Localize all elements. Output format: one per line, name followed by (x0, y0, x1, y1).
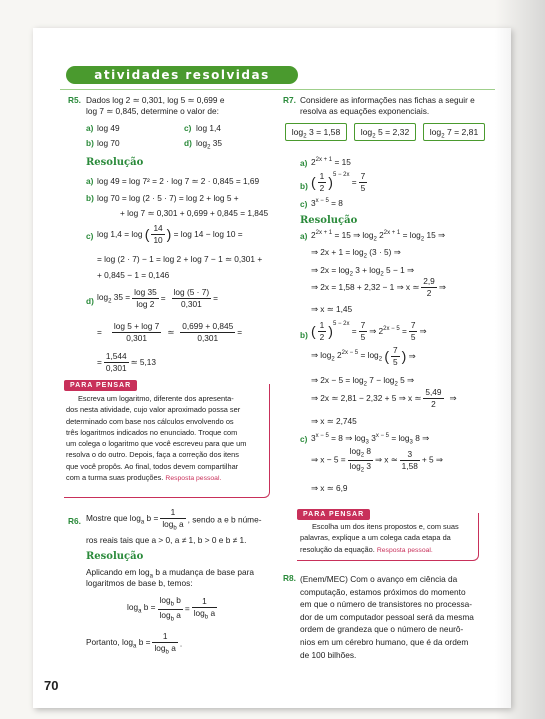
r7-question-b: ( $\frac{1}{2}$ )$^{5 - 2x}$ = $\frac{7}{5}$ (311, 171, 366, 194)
r7-solution-a-line-1: $2^{2x + 1} = 15$ ⇒ $\log_2 2^{2x + 1} = \log_2 15$ ⇒ (311, 229, 445, 243)
r5-solution-b-letter: b) (86, 193, 94, 203)
r5-solution-c-line-1: log 1,4 = log ( $\frac{14}{10}$ ) = log 14 − log 10 = (97, 223, 243, 246)
r7-solution-c-line-2: ⇒ x − 5 = $\frac{\log_2 8}{\log_2 3}$ ⇒ x ≃ $\frac{3}{1,58}$ + 5 ⇒ (311, 446, 443, 474)
r5-statement-line-1: Dados log 2 ≃ 0,301, log 5 ≃ 0,699 e (86, 95, 225, 105)
r5-option-a: log 49 (97, 123, 120, 133)
r7-question-b-letter: b) (300, 181, 308, 191)
r7-solution-c-line-3: ⇒ x ≃ 6,9 (311, 483, 348, 493)
r7-solution-b-letter: b) (300, 330, 308, 340)
r7-solution-a-line-2: ⇒ $2x + 1 = \log_2 (3 \cdot 5)$ ⇒ (311, 247, 401, 260)
r6-change-of-base-equation: $\log_a b$ = $\frac{\log_b b}{\log_b a}$ = $\frac{1}{\log_b a}$ (127, 595, 216, 623)
r5-solution-b-line-1: log 70 = log (2 · 5 · 7) = log 2 + log 5 + (97, 193, 239, 203)
r7-solution-a-letter: a) (300, 231, 308, 241)
r6-resolution-title: Resolução (86, 551, 144, 562)
think-box-2-text: Escolha um dos itens propostos e, com suas palavras, explique a um colega cada etapa da resolução da equação. Resposta pessoal. (300, 522, 459, 554)
r5-solution-b-line-2: + log 7 ≃ 0,301 + 0,699 + 0,845 = 1,845 (120, 208, 269, 218)
r5-solution-c-line-2: = log (2 · 7) − 1 = log 2 + log 7 − 1 ≃ 0,301 + (97, 254, 263, 264)
r5-option-b-letter: b) (86, 138, 94, 148)
exercise-number-r6: R6. (68, 516, 81, 526)
page-number: 70 (44, 678, 59, 693)
r5-option-c-letter: c) (184, 123, 192, 133)
r7-question-a: $2^{2x + 1} = 15$ (311, 156, 351, 167)
r6-statement-line-1: Mostre que $\log_a b$ = $\frac{1}{\log_b a}$ , sendo a e b núme- (86, 507, 262, 532)
r7-question-c: $3^{x - 5} = 8$ (311, 197, 343, 208)
r7-solution-b-line-2: ⇒ $\log_2 2^{2x - 5} = \log_2$ ( $\frac{7}{5}$ ) ⇒ (311, 345, 416, 368)
r7-solution-a-line-3: ⇒ $2x = \log_2 3 + \log_2 5 - 1$ ⇒ (311, 265, 414, 278)
r7-solution-b-line-4: ⇒ 2x ≃ 2,81 − 2,32 + 5 ⇒ x ≃ $\frac{5,49}{2}$ ⇒ (311, 387, 457, 410)
r7-solution-a-line-5: ⇒ x ≃ 1,45 (311, 304, 353, 314)
r5-solution-a: log 49 = log 7² = 2 · log 7 ≃ 2 · 0,845 = 1,69 (97, 176, 260, 186)
r5-solution-a-letter: a) (86, 176, 94, 186)
r7-resolution-title: Resolução (300, 215, 358, 226)
r7-solution-a-line-4: ⇒ 2x = 1,58 + 2,32 − 1 ⇒ x ≃ $\frac{2,9}{2}$ ⇒ (311, 276, 446, 299)
r6-statement-line-2: ros reais tais que a > 0, a ≠ 1, b > 0 e b ≠ 1. (86, 535, 247, 545)
info-card-log-3: $\log_2 3 = 1,58$ (285, 123, 347, 141)
r7-solution-c-line-1: $3^{x - 5} = 8$ ⇒ $\log_3 3^{x - 5} = \log_3 8$ ⇒ (311, 432, 430, 446)
r7-statement-line-1: Considere as informações nas fichas a seguir e (300, 95, 475, 105)
r7-solution-c-letter: c) (300, 434, 308, 444)
exercise-number-r5: R5. (68, 95, 81, 105)
info-card-log-7: $\log_2 7 = 2,81$ (423, 123, 485, 141)
exercise-number-r7: R7. (283, 95, 296, 105)
r5-solution-d-line-3: = $\frac{1,544}{0,301}$ ≃ 5,13 (97, 351, 157, 374)
r5-option-a-letter: a) (86, 123, 94, 133)
r7-solution-b-line-3: ⇒ $2x - 5 = \log_2 7 - \log_2 5$ ⇒ (311, 375, 414, 388)
think-box-2-tag: PARA PENSAR (297, 509, 370, 520)
r5-solution-c-letter: c) (86, 231, 94, 241)
page-fold-shadow (495, 0, 545, 719)
think-box-1-text: Escreva um logaritmo, diferente dos apresenta- dos nesta atividade, cujo valor aproximado possa ser determinado com base nos cálculos envolvendo os três logaritmos indicados no enunciado. Troque com um colega o logaritmo que você escreveu para que um resolva o do outro. Depois, faça a correção dos itens que você propôs. Ao final, todos devem compartilhar com a turma suas produções. Resposta pessoal. (66, 394, 247, 482)
r7-question-c-letter: c) (300, 199, 308, 209)
info-card-log-5: $\log_2 5 = 2,32$ (354, 123, 416, 141)
exercise-number-r8: R8. (283, 573, 296, 583)
r5-option-b: log 70 (97, 138, 120, 148)
r5-statement-line-2: log 7 ≃ 0,845, determine o valor de: (86, 106, 219, 116)
r7-solution-b-line-1: ( $\frac{1}{2}$ )$^{5 - 2x}$ = $\frac{7}{5}$ ⇒ $2^{2x - 5}$ = $\frac{7}{5}$ ⇒ (311, 320, 427, 343)
r8-statement: (Enem/MEC) Com o avanço em ciência da computação, estamos próximos do momento em que o número de transistores no processa- dor de um computador pessoal será da mesma ordem de grandeza que o número de neurô- nios em um cérebro humano, que é da ordem de 100 bilhões. (300, 574, 474, 660)
r5-resolution-title: Resolução (86, 157, 144, 168)
r6-conclusion: Portanto, $\log_a b$ = $\frac{1}{\log_b a}$ . (86, 631, 183, 656)
r5-solution-c-line-3: + 0,845 − 1 = 0,146 (97, 270, 170, 280)
r5-option-c: log 1,4 (196, 123, 221, 133)
r7-solution-b-line-5: ⇒ x ≃ 2,745 (311, 416, 357, 426)
r5-option-d-letter: d) (184, 138, 192, 148)
r6-text-line-1: Aplicando em $\log_a b$ a mudança de base para (86, 567, 255, 580)
r5-option-d: $\log_2 35$ (196, 138, 222, 151)
r7-statement-line-2: resolva as equações exponenciais. (300, 106, 430, 116)
section-banner: atividades resolvidas (66, 66, 298, 84)
think-box-1-tag: PARA PENSAR (64, 380, 137, 391)
banner-divider (60, 89, 495, 90)
r5-solution-d-line-2: = $\frac{\log 5 + \log 7}{0,301}$ ≃ $\frac{0,699 + 0,845}{0,301}$ = (97, 321, 243, 344)
r6-text-line-2: logaritmos de base b, temos: (86, 578, 193, 588)
r5-solution-d-letter: d) (86, 296, 94, 306)
r7-question-a-letter: a) (300, 158, 308, 168)
r5-solution-d-line-1: $\log_2 35$ = $\frac{\log 35}{\log 2}$ = $\frac{\log (5 \cdot 7)}{0,301}$ = (97, 287, 218, 310)
